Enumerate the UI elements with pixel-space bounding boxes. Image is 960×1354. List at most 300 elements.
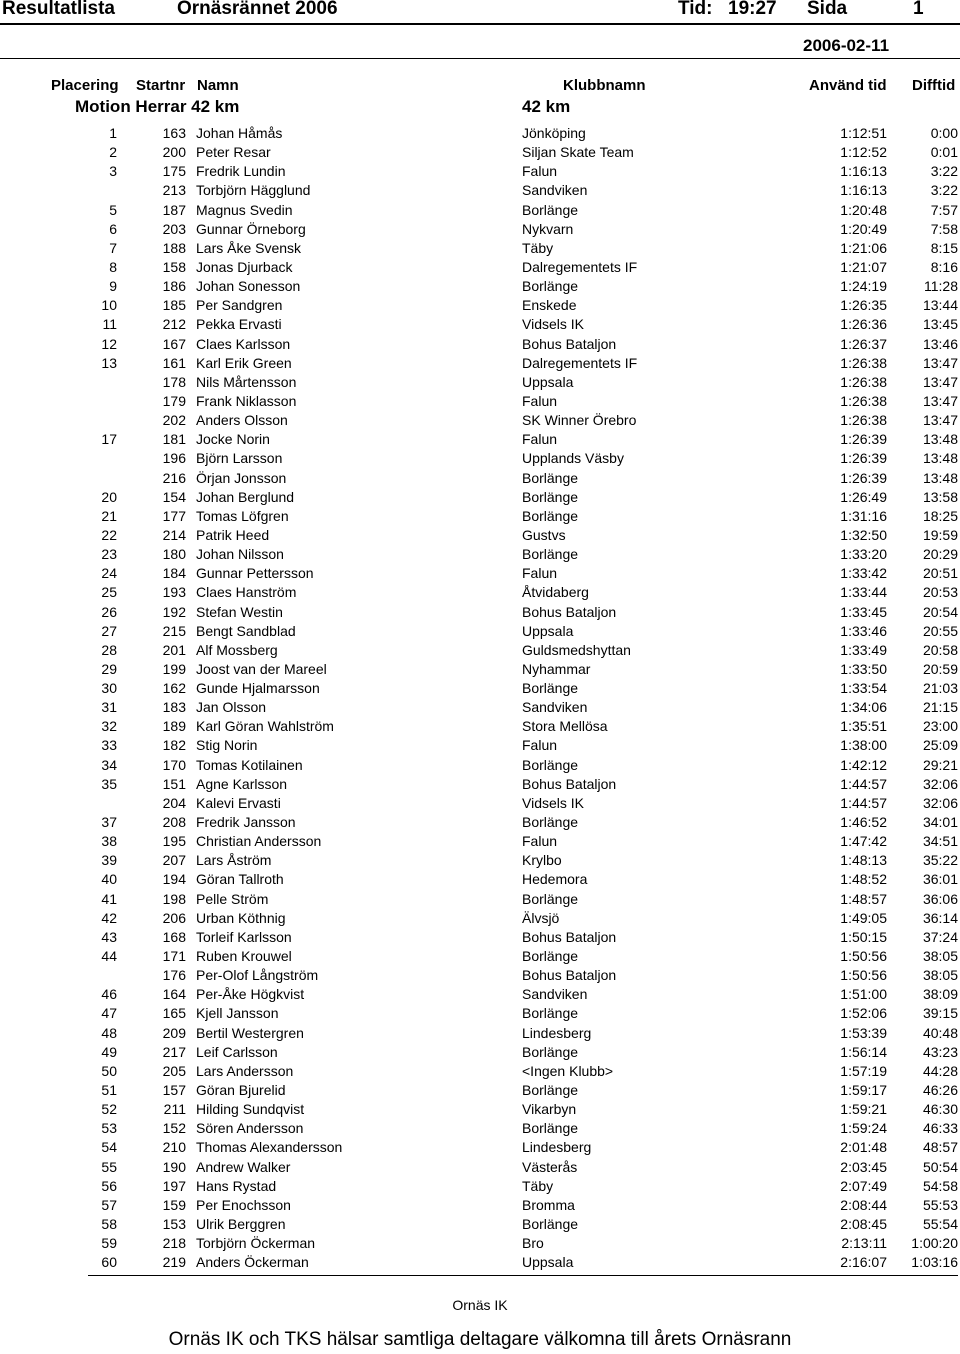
race-date: 2006-02-11 [803,36,890,55]
result-row [0,1025,960,1044]
result-row [0,929,960,948]
result-start-number: 197 [162,1177,186,1194]
result-name: Christian Andersson [196,833,322,850]
result-start-number: 216 [162,469,186,486]
result-row [0,355,960,374]
result-diff: 54:58 [922,1177,958,1194]
result-row [0,1139,960,1158]
result-time: 1:26:37 [840,335,887,352]
result-name: Anders Olsson [196,412,288,429]
document-title: Resultatlista [2,0,115,19]
result-start-number: 212 [162,316,186,333]
result-place: 42 [101,909,117,926]
result-place: 51 [101,1082,117,1098]
result-name: Ruben Krouwel [196,948,292,965]
result-club: Borlänge [522,507,579,524]
result-name: Göran Bjurelid [196,1082,286,1098]
result-club: Bohus Bataljon [522,335,617,352]
result-name: Lars Åström [196,852,272,869]
result-name: Claes Hanström [196,584,297,601]
result-diff: 0:00 [930,125,958,141]
result-diff: 55:54 [922,1215,958,1232]
result-diff: 36:01 [922,871,958,888]
result-start-number: 208 [162,814,186,831]
result-row [0,680,960,699]
result-row [0,412,960,431]
result-time: 1:44:57 [840,775,887,792]
result-row [0,1044,960,1063]
result-name: Torbjörn Hägglund [196,182,311,199]
result-place: 32 [101,718,117,735]
result-start-number: 203 [162,220,186,237]
result-row [0,661,960,680]
result-start-number: 170 [162,756,186,773]
result-club: Borlänge [522,890,579,907]
result-time: 1:33:46 [840,622,887,639]
result-club: Falun [522,392,558,409]
result-diff: 20:29 [922,546,958,563]
result-diff: 46:33 [922,1120,958,1137]
result-start-number: 182 [162,737,186,754]
result-club: Bohus Bataljon [522,967,617,984]
result-start-number: 199 [162,660,186,677]
result-club: Borlänge [522,680,579,697]
result-start-number: 206 [162,909,186,926]
result-place: 2 [109,144,117,161]
result-place: 1 [109,125,117,141]
result-time: 1:48:13 [840,852,887,869]
result-place: 43 [101,928,117,945]
result-club: Borlänge [522,488,579,505]
result-row [0,986,960,1005]
result-place: 48 [101,1024,117,1041]
result-row [0,297,960,316]
result-start-number: 185 [162,297,186,314]
result-diff: 32:06 [922,794,958,811]
result-start-number: 187 [162,201,186,218]
result-club: Enskede [522,297,577,314]
result-row [0,431,960,450]
result-diff: 13:44 [922,297,958,314]
result-row [0,967,960,986]
result-diff: 36:06 [922,890,958,907]
result-diff: 32:06 [922,775,958,792]
result-time: 1:26:39 [840,469,887,486]
result-club: Vikarbyn [522,1101,577,1118]
result-start-number: 209 [162,1024,186,1041]
result-row [0,642,960,661]
result-diff: 20:54 [922,603,958,620]
result-club: SK Winner Örebro [522,412,637,429]
result-club: Falun [522,833,558,850]
result-diff: 13:46 [922,335,958,352]
result-club: Borlänge [522,756,579,773]
result-name: Lars Andersson [196,1062,294,1079]
result-diff: 38:05 [922,967,958,984]
page-label: Sida [807,0,848,19]
result-row [0,1101,960,1120]
result-club: Sandviken [522,182,588,199]
result-club: Dalregementets IF [522,354,638,371]
result-name: Claes Karlsson [196,335,291,352]
result-club: Bohus Bataljon [522,928,617,945]
result-club: Borlänge [522,1005,579,1022]
result-diff: 13:47 [922,373,958,390]
result-row [0,336,960,355]
result-start-number: 186 [162,278,186,295]
result-start-number: 195 [162,833,186,850]
result-row [0,202,960,221]
result-name: Bengt Sandblad [196,622,296,639]
result-start-number: 165 [162,1005,186,1022]
result-time: 1:53:39 [840,1024,887,1041]
result-row [0,718,960,737]
result-diff: 13:48 [922,450,958,467]
result-time: 1:26:38 [840,392,887,409]
result-diff: 50:54 [922,1158,958,1175]
result-row [0,182,960,201]
result-club: Bohus Bataljon [522,603,617,620]
result-club: Sandviken [522,699,588,716]
result-time: 1:21:07 [840,258,887,275]
result-place: 41 [101,890,117,907]
result-club: Nyhammar [522,660,591,677]
result-diff: 39:15 [922,1005,958,1022]
result-row [0,163,960,182]
result-start-number: 152 [162,1120,186,1137]
result-place: 26 [101,603,117,620]
result-start-number: 154 [162,488,186,505]
result-club: Falun [522,163,558,180]
result-place: 29 [101,660,117,677]
result-club: Borlänge [522,1120,579,1137]
result-name: Nils Mårtensson [196,373,297,390]
result-row [0,1178,960,1197]
result-diff: 38:09 [922,986,958,1003]
column-header-start: Startnr [136,77,186,94]
result-name: Torleif Karlsson [196,928,292,945]
result-time: 1:50:15 [840,928,887,945]
result-name: Pelle Ström [196,890,269,907]
result-time: 1:26:36 [840,316,887,333]
result-row [0,1216,960,1235]
result-time: 1:49:05 [840,909,887,926]
result-start-number: 179 [162,392,186,409]
result-diff: 44:28 [922,1062,958,1079]
result-place: 33 [101,737,117,754]
result-start-number: 194 [162,871,186,888]
result-diff: 19:59 [922,526,958,543]
result-place: 25 [101,584,117,601]
result-start-number: 210 [162,1139,186,1156]
result-diff: 7:57 [930,201,958,218]
result-row [0,1197,960,1216]
result-place: 21 [101,507,117,524]
result-club: Åtvidaberg [522,584,589,601]
result-place: 46 [101,986,117,1003]
result-club: Bro [522,1235,544,1252]
result-time: 2:01:48 [840,1139,887,1156]
result-place: 27 [101,622,117,639]
result-place: 30 [101,680,117,697]
result-club: Krylbo [522,852,562,869]
result-diff: 36:14 [922,909,958,926]
result-row [0,1005,960,1024]
result-start-number: 213 [162,182,186,199]
result-name: Alf Mossberg [196,641,278,658]
result-club: Täby [522,1177,554,1194]
result-diff: 48:57 [922,1139,958,1156]
result-time: 1:50:56 [840,948,887,965]
result-club: Älvsjö [522,909,560,926]
result-place: 49 [101,1043,117,1060]
result-diff: 13:58 [922,488,958,505]
result-name: Andrew Walker [196,1158,291,1175]
result-name: Anders Öckerman [196,1254,309,1271]
result-row [0,316,960,335]
result-start-number: 164 [162,986,186,1003]
result-time: 1:26:39 [840,431,887,448]
result-club: Falun [522,737,558,754]
result-start-number: 153 [162,1215,186,1232]
result-time: 1:33:49 [840,641,887,658]
result-name: Thomas Alexandersson [196,1139,343,1156]
result-club: Borlänge [522,1082,579,1098]
result-row [0,871,960,890]
result-name: Per-Åke Högkvist [196,986,305,1003]
result-name: Frank Niklasson [196,392,297,409]
result-name: Fredrik Jansson [196,814,296,831]
result-place: 58 [101,1215,117,1232]
result-time: 1:33:54 [840,680,887,697]
result-place: 52 [101,1101,117,1118]
result-start-number: 215 [162,622,186,639]
category-distance: 42 km [522,97,571,116]
result-start-number: 211 [163,1101,186,1118]
result-time: 1:26:35 [840,297,887,314]
result-row [0,144,960,163]
result-club: Bohus Bataljon [522,775,617,792]
result-start-number: 214 [162,526,186,543]
result-club: Falun [522,565,558,582]
result-time: 1:59:17 [840,1082,887,1098]
result-diff: 20:53 [922,584,958,601]
result-row [0,910,960,929]
result-club: Upplands Väsby [522,450,624,467]
result-time: 2:16:07 [840,1254,887,1271]
result-name: Gunnar Örneborg [196,220,306,237]
result-diff: 20:55 [922,622,958,639]
result-club: Vidsels IK [522,316,584,333]
time-label: Tid: [678,0,713,19]
result-name: Jocke Norin [196,431,270,448]
result-row [0,1082,960,1101]
result-diff: 55:53 [922,1196,958,1213]
result-place: 57 [101,1196,117,1213]
result-row [0,891,960,910]
result-diff: 40:48 [922,1024,958,1041]
result-start-number: 219 [162,1254,186,1271]
result-start-number: 202 [162,412,186,429]
result-name: Karl Erik Green [196,354,292,371]
result-club: Lindesberg [522,1024,592,1041]
result-club: Uppsala [522,373,574,390]
result-start-number: 168 [162,928,186,945]
result-row [0,221,960,240]
result-start-number: 177 [162,507,186,524]
result-name: Per Sandgren [196,297,283,314]
category-title: Motion Herrar 42 km [75,97,240,116]
result-place: 8 [109,258,117,275]
result-time: 1:26:38 [840,354,887,371]
date-rule [0,58,960,59]
result-start-number: 184 [162,565,186,582]
result-time: 2:08:44 [840,1196,887,1213]
result-time: 1:20:48 [840,201,887,218]
result-place: 31 [101,699,117,716]
footer-message: Ornäs IK och TKS hälsar samtliga deltagare välkomna till årets Ornäsrann [168,1329,792,1350]
result-start-number: 162 [162,680,186,697]
result-start-number: 157 [162,1082,186,1098]
result-diff: 3:22 [930,163,958,180]
result-row [0,259,960,278]
result-place: 12 [101,335,117,352]
result-club: Gustvs [522,526,566,543]
result-start-number: 175 [162,163,186,180]
result-name: Kjell Jansson [196,1005,279,1022]
column-header-time: Använd tid [809,77,887,94]
result-row [0,565,960,584]
result-diff: 13:48 [922,431,958,448]
result-diff: 46:30 [922,1101,958,1118]
result-row [0,393,960,412]
result-time: 1:47:42 [840,833,887,850]
result-row [0,240,960,259]
result-row [0,470,960,489]
result-time: 1:48:52 [840,871,887,888]
result-diff: 25:09 [922,737,958,754]
result-start-number: 196 [162,450,186,467]
result-time: 1:50:56 [840,967,887,984]
column-header-place: Placering [51,77,119,94]
result-place: 59 [101,1235,117,1252]
result-place: 60 [101,1254,117,1271]
result-name: Pekka Ervasti [196,316,282,333]
result-time: 1:33:42 [840,565,887,582]
result-place: 55 [101,1158,117,1175]
result-place: 53 [101,1120,117,1137]
result-place: 10 [101,297,117,314]
result-start-number: 201 [162,641,186,658]
result-time: 1:26:38 [840,412,887,429]
result-diff: 37:24 [922,928,958,945]
result-place: 23 [101,546,117,563]
result-club: Borlänge [522,469,579,486]
result-name: Johan Nilsson [196,546,284,563]
result-name: Örjan Jonsson [196,469,287,486]
result-row [0,527,960,546]
result-name: Peter Resar [196,144,271,161]
result-start-number: 189 [162,718,186,735]
result-row [0,374,960,393]
column-header-diff: Difftid [912,77,956,94]
table-end-rule [88,1275,958,1276]
result-club: Vidsels IK [522,794,584,811]
result-diff: 1:00:20 [911,1235,958,1252]
result-row [0,737,960,756]
result-club: Falun [522,431,558,448]
result-club: Siljan Skate Team [522,144,634,161]
result-name: Stig Norin [196,737,258,754]
result-diff: 23:00 [922,718,958,735]
result-time: 1:16:13 [840,163,887,180]
result-club: Uppsala [522,622,574,639]
result-name: Leif Carlsson [196,1043,278,1060]
result-diff: 8:16 [930,258,958,275]
result-diff: 21:15 [922,699,958,716]
result-start-number: 151 [162,775,186,792]
result-start-number: 171 [162,948,186,965]
result-time: 1:24:19 [840,278,887,295]
result-club: Borlänge [522,1215,579,1232]
result-row [0,776,960,795]
result-name: Per-Olof Långström [196,967,319,984]
result-diff: 21:03 [922,680,958,697]
result-time: 1:26:49 [840,488,887,505]
result-time: 1:59:24 [840,1120,887,1137]
result-name: Tomas Kotilainen [196,756,303,773]
result-name: Urban Köthnig [196,909,286,926]
result-place: 5 [109,201,117,218]
result-start-number: 163 [162,125,186,141]
result-time: 2:13:11 [841,1235,887,1252]
result-name: Per Enochsson [196,1196,291,1213]
result-name: Gunnar Pettersson [196,565,314,582]
result-time: 1:52:06 [840,1005,887,1022]
result-name: Hans Rystad [196,1177,277,1194]
result-start-number: 198 [162,890,186,907]
result-row [0,948,960,967]
result-start-number: 192 [162,603,186,620]
result-start-number: 178 [162,373,186,390]
result-place: 3 [109,163,117,180]
result-diff: 8:15 [930,239,958,256]
result-time: 1:31:16 [840,507,887,524]
result-club: Borlänge [522,546,579,563]
result-diff: 34:01 [922,814,958,831]
result-place: 6 [109,220,117,237]
result-name: Patrik Heed [196,526,270,543]
result-time: 1:33:50 [840,660,887,677]
result-diff: 13:47 [922,392,958,409]
result-place: 44 [101,948,117,965]
result-diff: 38:05 [922,948,958,965]
result-time: 1:56:14 [840,1043,887,1060]
result-row [0,623,960,642]
result-club: Sandviken [522,986,588,1003]
result-time: 1:34:06 [840,699,887,716]
result-name: Göran Tallroth [196,871,284,888]
column-header-club: Klubbnamn [563,77,646,94]
result-club: Västerås [522,1158,578,1175]
result-place: 22 [101,526,117,543]
result-club: Borlänge [522,1043,579,1060]
result-time: 2:03:45 [840,1158,887,1175]
result-place: 34 [101,756,117,773]
result-club: Borlänge [522,201,579,218]
result-place: 40 [101,871,117,888]
result-club: Uppsala [522,1254,574,1271]
